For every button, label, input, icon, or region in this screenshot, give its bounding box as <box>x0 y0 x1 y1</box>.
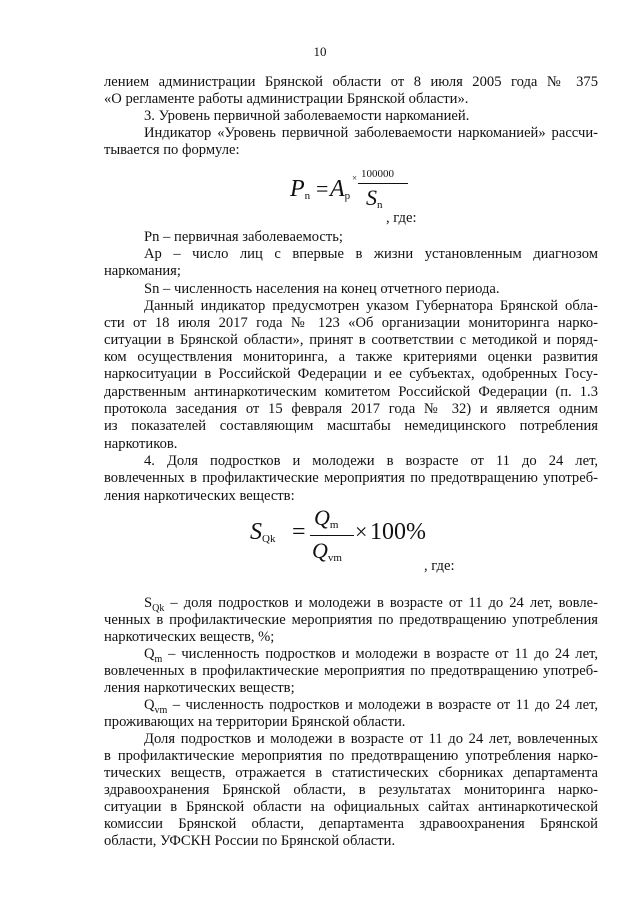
text-line: $S_{Qk}$ – доля подростков и молодежи в возрасте от 11 до 24 лет, вовле- <box>144 595 598 614</box>
formula-sqk-fraction-bar <box>310 535 354 536</box>
formula-pn-numerator: 100000 <box>361 168 394 180</box>
formula-pn-eq: = <box>316 176 329 201</box>
text-line: протокола заседания от 15 февраля 2017 года № 32) и является одним <box>104 401 598 417</box>
text-line: в профилактические мероприятия по предотвращению употребления нарко- <box>104 748 598 764</box>
text-line: здравоохранения Брянской области, в результатах мониторинга нарко- <box>104 782 598 798</box>
page-number: 10 <box>313 44 327 59</box>
text-line: Доля подростков и молодежи в возрасте от 11 до 24 лет, вовлеченных <box>144 731 598 747</box>
text-line: из показателей составляющим масштабы немедицинского потребления <box>104 418 598 434</box>
formula-pn-fraction-bar <box>358 183 408 184</box>
text-line: вовлеченных в профилактические мероприятия по предотвращению употреб- <box>104 663 598 679</box>
text-line: Sn – численность населения на конец отчетного периода. <box>144 281 500 297</box>
text-line: ченных в профилактические мероприятия по предотвращению употребления <box>104 612 598 628</box>
formula-pn-times: × <box>352 173 358 183</box>
text-line: Данный индикатор предусмотрен указом Губернатора Брянской обла- <box>144 298 598 314</box>
text-line: 4. Доля подростков и молодежи в возрасте от 11 до 24 лет, <box>144 453 598 469</box>
text-line: ситуации в Брянской области», принят в соответствии с методикой и поряд- <box>104 332 598 348</box>
text-line: тывается по формуле: <box>104 142 240 158</box>
text-line: Pn – первичная заболеваемость; <box>144 229 343 245</box>
text-line: вовлеченных в профилактические мероприятия по предотвращению употреб- <box>104 470 598 486</box>
formula-sqk-eq: = <box>292 519 306 545</box>
formula-sqk-gde: , где: <box>424 558 455 574</box>
text-line: «О регламенте работы администрации Брянской области». <box>104 91 469 107</box>
text-line: дарственным антинаркотическим комитетом Российской Федерации (п. 1.3 <box>104 384 598 400</box>
formula-sqk-numerator: $Q_m$ <box>314 505 339 531</box>
text-line: комиссии Брянской области, департамента здравоохранения Брянской <box>104 816 598 832</box>
text-line: наркомания; <box>104 263 181 279</box>
formula-sqk-lhs: $S_{Qk}$ <box>250 519 276 545</box>
text-line: наркотических веществ, %; <box>104 629 275 645</box>
text-line: наркотиков. <box>104 436 178 452</box>
text-line: ления наркотических веществ; <box>104 680 295 696</box>
text-line: $Q_{vm}$ – численность подростков и молодежи в возрасте от 11 до 24 лет, <box>144 697 598 716</box>
text-line: Ap – число лиц с впервые в жизни установленным диагнозом <box>144 246 598 262</box>
formula-pn-denominator: $S_n$ <box>366 185 383 211</box>
formula-pn-lhs: $P_n$ <box>290 176 311 202</box>
text-line: 3. Уровень первичной заболеваемости наркоманией. <box>144 108 470 124</box>
formula-pn-gde: , где: <box>386 210 417 226</box>
text-line: ления наркотических веществ: <box>104 488 295 504</box>
text-line: ком осуществления мониторинга, а также критериями оценки развития <box>104 349 598 365</box>
formula-sqk-times: × <box>355 519 368 544</box>
text-line: лением администрации Брянской области от 8 июля 2005 года № 375 <box>104 74 598 90</box>
formula-sqk-denominator: $Q_{vm}$ <box>312 538 342 564</box>
formula-sqk <box>250 505 430 569</box>
formula-pn <box>290 170 430 214</box>
text-line: тических веществ, отражается в статистических сборниках департамента <box>104 765 598 781</box>
text-line: $Q_m$ – численность подростков и молодежи в возрасте от 11 до 24 лет, <box>144 646 598 665</box>
text-line: ситуации в Брянской области на официальных сайтах антинаркотической <box>104 799 598 815</box>
text-line: Индикатор «Уровень первичной заболеваемости наркоманией» рассчи- <box>144 125 598 141</box>
text-line: проживающих на территории Брянской области. <box>104 714 406 730</box>
text-line: области, УФСКН России по Брянской области. <box>104 833 396 849</box>
text-line: сти от 18 июля 2017 года № 123 «Об организации мониторинга нарко- <box>104 315 598 331</box>
formula-sqk-percent: 100% <box>370 519 426 545</box>
text-line: наркоситуации в Российской Федерации и ее субъектах, одобренных Госу- <box>104 366 598 382</box>
formula-pn-a: $A_p$ <box>330 176 351 202</box>
